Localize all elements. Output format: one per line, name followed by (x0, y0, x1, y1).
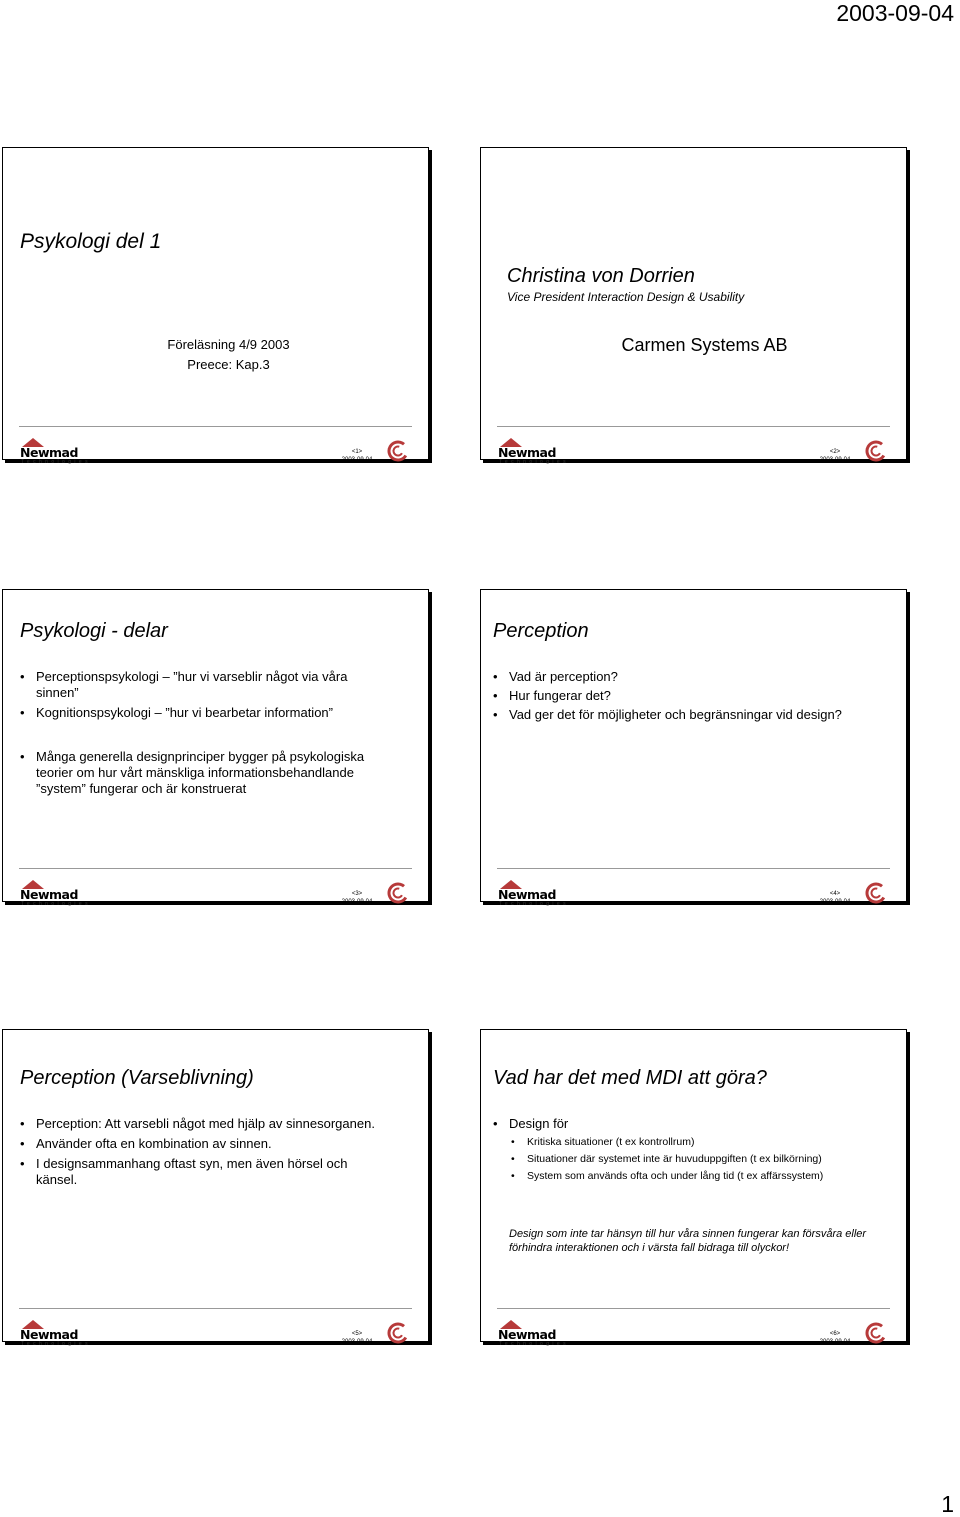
carmen-logo-icon (387, 882, 409, 904)
slide-note: Design som inte tar hänsyn till hur våra sinnen fungerar kan försvåra eller förhindra interaktionen och i värsta fall bidraga till olyckor! (509, 1228, 867, 1254)
sub-bullet-list (509, 1136, 900, 1183)
footer-divider (19, 868, 412, 869)
carmen-logo-icon (865, 882, 887, 904)
bullet-list (491, 669, 902, 726)
list-item: • Många generella designprinciper bygger på psykologiska teorier om hur vårt mänskliga informationsbehandlande ”system” fungerar och är konstruerat (20, 749, 365, 796)
carmen-logo-icon (865, 1322, 887, 1344)
slide-title: Psykologi - delar (20, 620, 168, 642)
newmad-logo: Newmad Technologies (20, 1320, 80, 1346)
list-item: • Design för • Kritiska situationer (t ex kontrollrum) • Situationer där systemet inte är huvuduppgiften (t ex bilkörning) • System som används ofta och under lång tid (t ex affärssystem) (491, 1116, 900, 1183)
footer-divider (19, 426, 412, 427)
presenter-name: Christina von Dorrien (507, 265, 695, 287)
slide-title: Perception (Varseblivning) (20, 1067, 254, 1089)
slide-1 (2, 147, 429, 465)
carmen-logo-icon (865, 440, 887, 462)
newmad-logo: Newmad Technologies (20, 438, 80, 464)
presenter-role: Vice President Interaction Design & Usability (507, 290, 745, 304)
slide-number: <4> 2003-09-04 (819, 891, 851, 905)
slide-number: <2> 2003-09-04 (819, 449, 851, 463)
slide-number: <6> 2003-09-04 (819, 1331, 851, 1345)
slide-2 (480, 147, 907, 465)
slide-number: <3> 2003-09-04 (341, 891, 373, 905)
newmad-logo: Newmad Technologies (498, 438, 558, 464)
list-item: • Perceptionspsykologi – ”hur vi varseblir något via våra sinnen” (20, 669, 348, 700)
slide-number: <5> 2003-09-04 (341, 1331, 373, 1345)
page-number: 1 (941, 1491, 954, 1517)
bullet-list (18, 1116, 388, 1192)
footer-divider (497, 868, 890, 869)
carmen-logo-icon (387, 1322, 409, 1344)
company-name: Carmen Systems AB (621, 335, 788, 355)
bullet-list (491, 1116, 900, 1187)
list-item: • I designsammanhang oftast syn, men även hörsel och känsel. (20, 1156, 348, 1187)
bullet-list (18, 749, 404, 801)
newmad-logo: Newmad Technologies (498, 1320, 558, 1346)
page-date: 2003-09-04 (836, 0, 954, 26)
footer-divider (497, 426, 890, 427)
carmen-logo-icon (387, 440, 409, 462)
list-item: • Vad ger det för möjligheter och begränsningar vid design? (493, 707, 842, 722)
slide-3 (2, 589, 429, 907)
reading: Preece: Kap.3 (187, 357, 270, 372)
sub-list-item: • Situationer där systemet inte är huvuduppgiften (t ex bilkörning) (511, 1153, 822, 1165)
list-item: • Använder ofta en kombination av sinnen. (20, 1136, 272, 1151)
newmad-logo: Newmad Technologies (20, 880, 80, 906)
list-item: • Kognitionspsykologi – ”hur vi bearbetar information” (20, 705, 333, 720)
slide-title: Perception (493, 620, 589, 642)
list-item: • Perception: Att varsebli något med hjälp av sinnesorganen. (20, 1116, 375, 1131)
slide-title: Psykologi del 1 (20, 230, 162, 253)
slide-6 (480, 1029, 907, 1347)
slide-4 (480, 589, 907, 907)
list-item: • Hur fungerar det? (493, 688, 611, 703)
lecture-date: Föreläsning 4/9 2003 (167, 337, 290, 352)
footer-divider (497, 1308, 890, 1309)
sub-list-item: • System som används ofta och under lång tid (t ex affärssystem) (511, 1170, 824, 1182)
slide-5 (2, 1029, 429, 1347)
slide-number: <1> 2003-09-04 (341, 449, 373, 463)
list-item: • Vad är perception? (493, 669, 618, 684)
sub-list-item: • Kritiska situationer (t ex kontrollrum) (511, 1136, 695, 1148)
bullet-list (18, 669, 388, 725)
slide-subtitle (3, 335, 430, 375)
newmad-logo: Newmad Technologies (498, 880, 558, 906)
footer-divider (19, 1308, 412, 1309)
slide-title: Vad har det med MDI att göra? (493, 1067, 767, 1089)
